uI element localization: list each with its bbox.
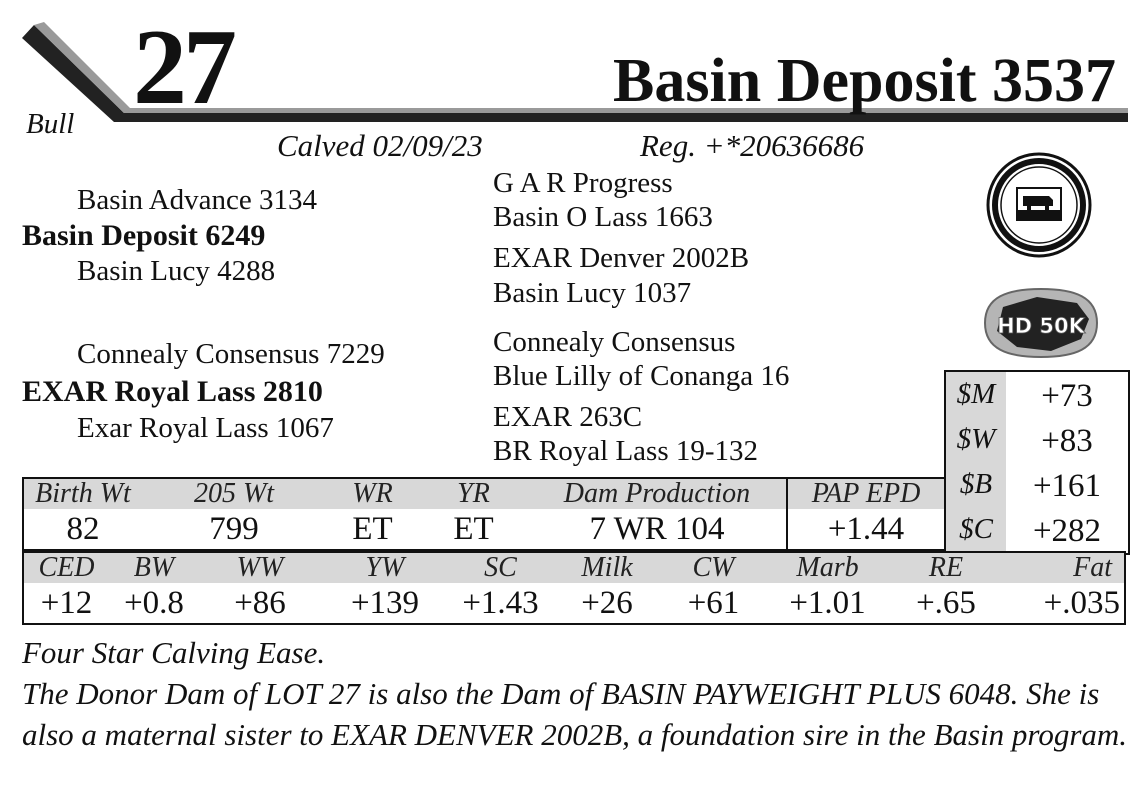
header-birth-wt: Birth Wt xyxy=(23,478,142,509)
hd50k-label: HD 50K xyxy=(997,314,1085,338)
dam-sire-dam: Blue Lilly of Conanga 16 xyxy=(493,360,790,392)
header-yr: YR xyxy=(419,478,528,509)
dollar-value-w: +83 xyxy=(1041,423,1093,459)
value-205-wt: 799 xyxy=(209,511,259,547)
performance-table xyxy=(22,477,788,551)
value-re: +.65 xyxy=(916,585,976,621)
notes-line-1: Four Star Calving Ease. xyxy=(22,635,326,670)
header-milk: Milk xyxy=(552,552,662,583)
sire-sire-sire: G A R Progress xyxy=(493,167,673,199)
dam-sire: Connealy Consensus 7229 xyxy=(77,338,385,370)
dam-sire-sire: Connealy Consensus xyxy=(493,326,736,358)
pap-table xyxy=(786,477,946,551)
value-yr: ET xyxy=(453,511,494,547)
value-cw: +61 xyxy=(687,585,740,621)
dam-name: EXAR Royal Lass 2810 xyxy=(22,375,323,408)
value-dam-production: 7 WR 104 xyxy=(589,511,725,547)
dollar-value-m: +73 xyxy=(1041,378,1093,414)
header-yw: YW xyxy=(321,552,449,583)
header-pap-epd: PAP EPD xyxy=(787,478,945,509)
sex-label: Bull xyxy=(26,108,75,140)
animal-name: Basin Deposit 3537 xyxy=(613,47,1116,115)
epd-table xyxy=(22,551,1126,625)
value-pap-epd: +1.44 xyxy=(827,511,905,547)
header-bw: BW xyxy=(109,552,199,583)
header-wr: WR xyxy=(326,478,419,509)
header-205-wt: 205 Wt xyxy=(142,478,326,509)
sire-sire: Basin Advance 3134 xyxy=(77,184,318,216)
certified-angus-beef-seal-icon xyxy=(983,152,1095,258)
dam-dam-sire: EXAR 263C xyxy=(493,401,643,433)
header-fat: Fat xyxy=(1002,552,1125,583)
header-cw: CW xyxy=(662,552,765,583)
dollar-value-b: +161 xyxy=(1032,468,1102,504)
header-dam-production: Dam Production xyxy=(528,478,787,509)
value-wr: ET xyxy=(352,511,393,547)
dollar-label-m: $M xyxy=(946,372,1006,417)
value-milk: +26 xyxy=(581,585,633,621)
dam-dam: Exar Royal Lass 1067 xyxy=(77,412,334,444)
hd50k-badge-icon xyxy=(977,285,1105,361)
value-fat: +.035 xyxy=(1043,585,1120,621)
value-birth-wt: 82 xyxy=(66,511,100,547)
header-re: RE xyxy=(890,552,1002,583)
notes-line-2: The Donor Dam of LOT 27 is also the Dam of BASIN PAYWEIGHT PLUS 6048. She is also a maternal sister to EXAR DENVER 2002B, a foundation sire in the Basin program. xyxy=(22,676,1128,752)
sire-dam-sire: EXAR Denver 2002B xyxy=(493,242,750,274)
dollar-value-c: +282 xyxy=(1032,513,1102,549)
value-yw: +139 xyxy=(350,585,420,621)
value-marb: +1.01 xyxy=(789,585,866,621)
sire-name: Basin Deposit 6249 xyxy=(22,219,266,252)
value-ww: +86 xyxy=(234,585,286,621)
value-bw: +0.8 xyxy=(124,585,184,621)
dollar-label-w: $W xyxy=(946,417,1006,462)
dollar-value-box xyxy=(944,370,1130,555)
calved-date: Calved 02/09/23 xyxy=(277,128,483,163)
header-marb: Marb xyxy=(765,552,890,583)
dam-dam-dam: BR Royal Lass 19-132 xyxy=(493,435,759,467)
value-sc: +1.43 xyxy=(462,585,539,621)
lot-number: 27 xyxy=(133,8,233,127)
dollar-label-b: $B xyxy=(946,462,1006,507)
header-sc: SC xyxy=(449,552,552,583)
registration-number: Reg. +*20636686 xyxy=(640,128,865,163)
notes xyxy=(22,632,1132,755)
sire-sire-dam: Basin O Lass 1663 xyxy=(493,201,713,233)
dollar-label-c: $C xyxy=(946,507,1006,553)
sire-dam: Basin Lucy 4288 xyxy=(77,255,276,287)
sire-dam-dam: Basin Lucy 1037 xyxy=(493,277,692,309)
header-ced: CED xyxy=(23,552,109,583)
value-ced: +12 xyxy=(40,585,93,621)
header-ww: WW xyxy=(199,552,321,583)
